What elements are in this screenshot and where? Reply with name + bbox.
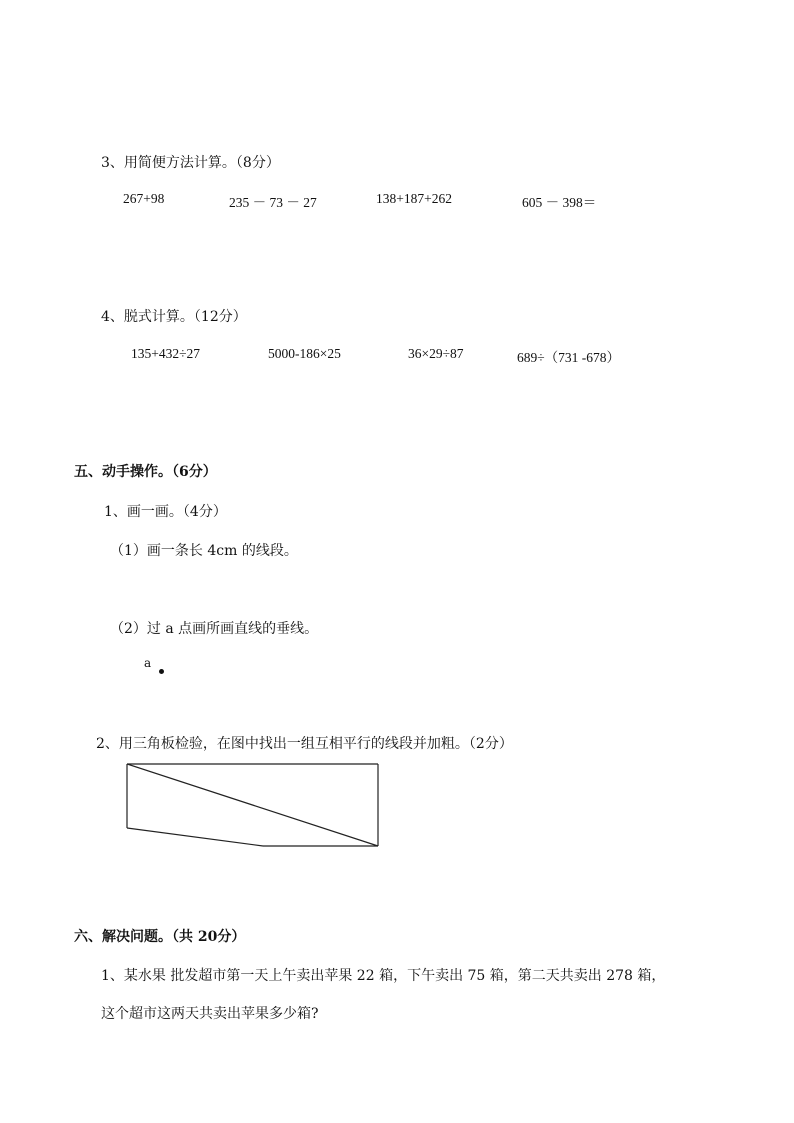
- q3-expr-2: 235 － 73 － 27: [229, 195, 317, 210]
- q3-expr-4: 605 － 398＝: [522, 195, 597, 210]
- sec5-q2-title: 2、用三角板检验，在图中找出一组互相平行的线段并加粗。（2分）: [96, 736, 513, 752]
- point-a-dot: [159, 669, 164, 674]
- q3-title: 3、用简便方法计算。（8分）: [101, 155, 280, 171]
- q3-expr-1: 267+98: [123, 191, 165, 206]
- sec6-q1-line2: 这个超市这两天共卖出苹果多少箱?: [101, 1006, 319, 1022]
- figure-bottom-slant-edge: [127, 828, 263, 846]
- section-6-title: 六、解决问题。（共 20分）: [74, 929, 246, 945]
- q3-expr-3: 138+187+262: [376, 191, 452, 206]
- sec5-q1-title: 1、画一画。（4分）: [104, 504, 227, 520]
- sec6-q1-line1: 1、某水果 批发超市第一天上午卖出苹果 22 箱，下午卖出 75 箱，第二天共卖出 278 箱，: [101, 968, 666, 984]
- figure-diagonal: [127, 764, 378, 846]
- sec5-q1-part2: （2）过 a 点画所画直线的垂线。: [110, 621, 319, 637]
- q4-expr-1: 135+432÷27: [131, 346, 201, 361]
- quadrilateral-figure: [120, 758, 384, 852]
- sec5-q1-part1: （1）画一条长 4cm 的线段。: [110, 543, 298, 559]
- q4-title: 4、脱式计算。（12分）: [101, 309, 247, 325]
- q4-expr-2: 5000-186×25: [268, 346, 341, 361]
- point-a-label: a: [144, 656, 152, 670]
- section-5-title: 五、动手操作。（6分）: [74, 464, 217, 480]
- q4-expr-4: 689÷（731 -678）: [517, 350, 621, 365]
- q4-expr-3: 36×29÷87: [408, 346, 464, 361]
